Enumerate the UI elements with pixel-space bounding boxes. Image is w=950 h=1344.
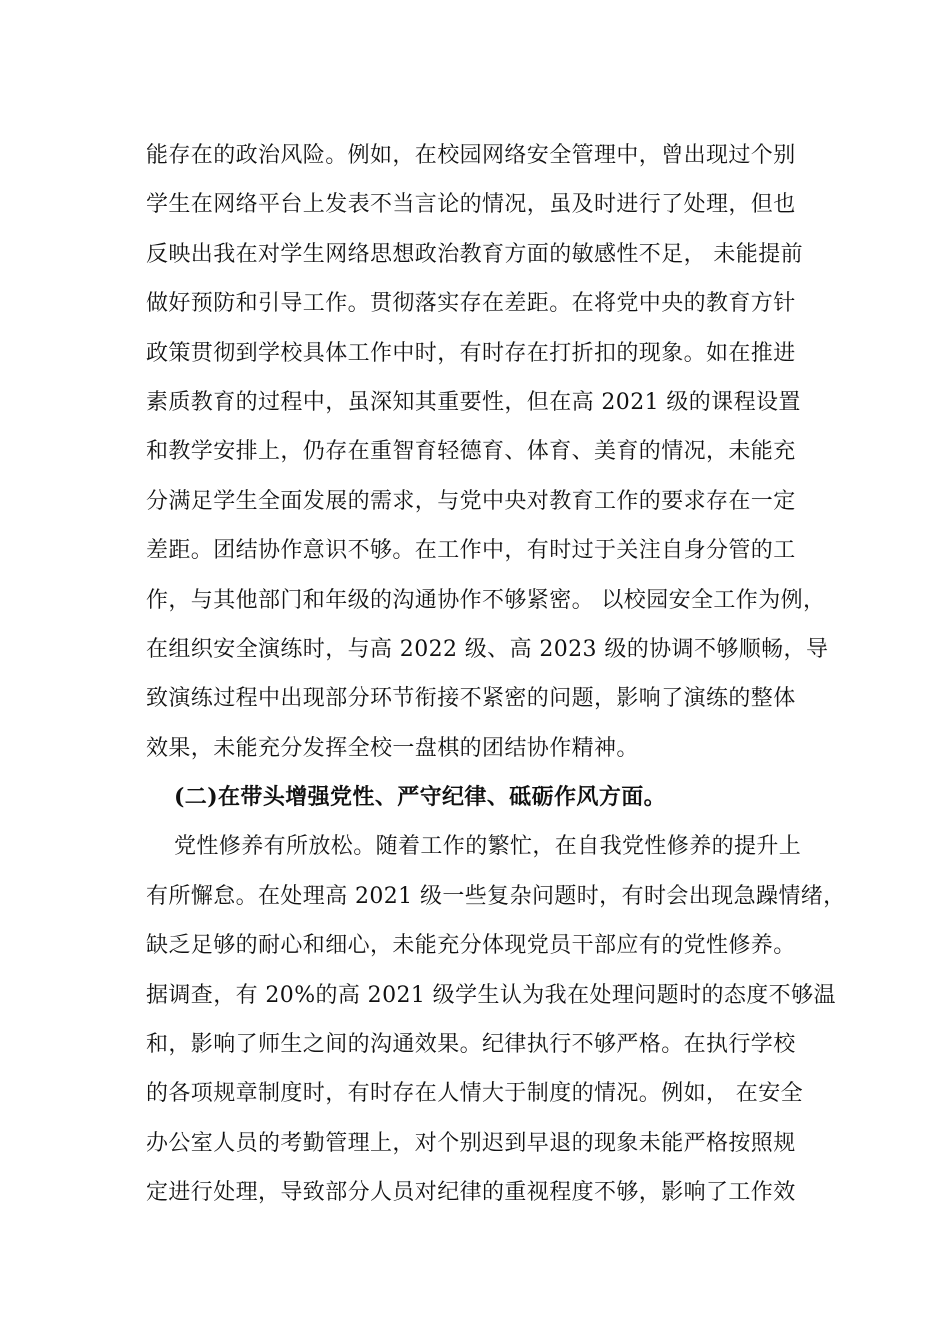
text-line: 政策贯彻到学校具体工作中时，有时存在打折扣的现象。如在推进 [146, 340, 796, 366]
text-line: 党性修养有所放松。随着工作的繁忙，在自我党性修养的提升上 [174, 834, 802, 860]
text-line: 缺乏足够的耐心和细心，未能充分体现党员干部应有的党性修养。 [146, 933, 796, 959]
text-line: 办公室人员的考勤管理上，对个别迟到早退的现象未能严格按照规 [146, 1130, 796, 1156]
text-line: 反映出我在对学生网络思想政治教育方面的敏感性不足， 未能提前 [146, 241, 803, 267]
text-line: 据调查，有 20%的高 2021 级学生认为我在处理问题时的态度不够温 [146, 982, 836, 1008]
text-line: 素质教育的过程中，虽深知其重要性，但在高 2021 级的课程设置 [146, 389, 801, 415]
text-line: 能存在的政治风险。例如，在校园网络安全管理中，曾出现过个别 [146, 143, 796, 168]
text-line: 和，影响了师生之间的沟通效果。纪律执行不够严格。在执行学校 [146, 1032, 796, 1058]
text-line: 效果，未能充分发挥全校一盘棋的团结协作精神。 [146, 735, 639, 761]
text-line: 作，与其他部门和年级的沟通协作不够紧密。 以校园安全工作为例， [146, 587, 826, 613]
text-line: 定进行处理，导致部分人员对纪律的重视程度不够，影响了工作效 [146, 1180, 796, 1206]
text-line: 分满足学生全面发展的需求，与党中央对教育工作的要求存在一定 [146, 488, 796, 514]
text-line: 有所懈怠。在处理高 2021 级一些复杂问题时，有时会出现急躁情绪， [146, 883, 846, 909]
text-line: 做好预防和引导工作。贯彻落实存在差距。在将党中央的教育方针 [146, 291, 796, 317]
text-line: 差距。团结协作意识不够。在工作中，有时过于关注自身分管的工 [146, 538, 796, 564]
text-line: 和教学安排上，仍存在重智育轻德育、体育、美育的情况，未能充 [146, 439, 796, 465]
text-line: 在组织安全演练时，与高 2022 级、高 2023 级的协调不够顺畅，导 [146, 636, 829, 662]
text-line: 学生在网络平台上发表不当言论的情况，虽及时进行了处理，但也 [146, 192, 796, 218]
section-heading: (二)在带头增强党性、严守纪律、砥砺作风方面。 [174, 784, 667, 811]
document-body [146, 131, 846, 1218]
text-line: 致演练过程中出现部分环节衔接不紧密的问题，影响了演练的整体 [146, 686, 796, 712]
text-line: 的各项规章制度时，有时存在人情大于制度的情况。例如， 在安全 [146, 1081, 803, 1107]
